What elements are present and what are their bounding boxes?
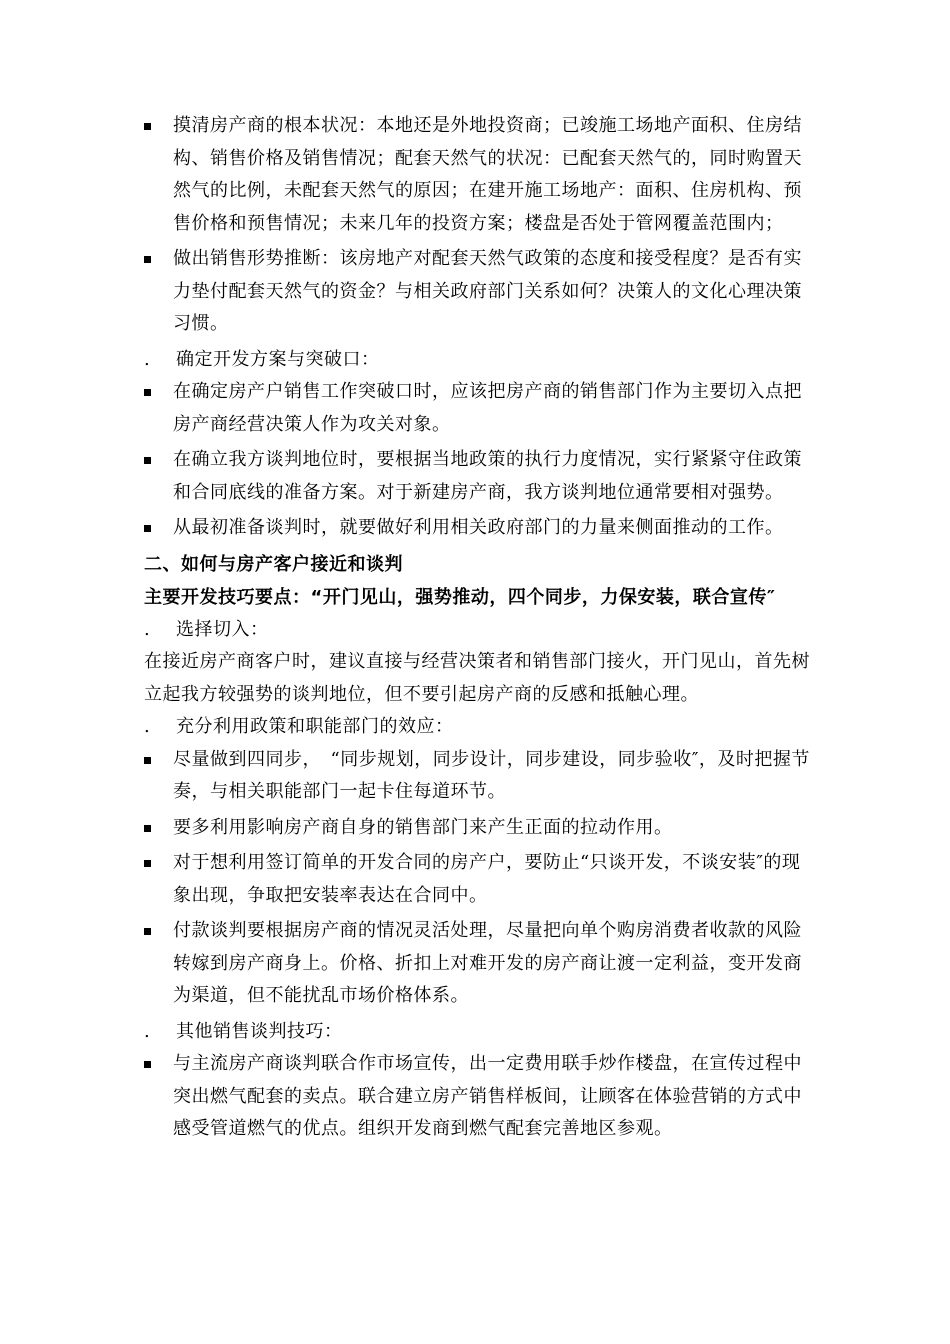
square-bullet-icon bbox=[144, 123, 151, 130]
bullet-item bbox=[144, 744, 810, 809]
dot-marker: . bbox=[144, 1020, 151, 1042]
subsection-label bbox=[144, 344, 810, 377]
bullet-text: 对于想利用签订简单的开发合同的房产户，要防止“只谈开发，不谈安装″的现象出现，争取把安装率表达在合同中。 bbox=[173, 852, 801, 906]
square-bullet-icon bbox=[144, 757, 151, 764]
square-bullet-icon bbox=[144, 860, 151, 867]
subsection-label bbox=[144, 1016, 810, 1049]
square-bullet-icon bbox=[144, 457, 151, 464]
bullet-item bbox=[144, 1048, 810, 1146]
dot-marker: . bbox=[144, 716, 151, 737]
document-page bbox=[144, 110, 810, 1149]
square-bullet-icon bbox=[144, 928, 151, 935]
bullet-text: 摸清房产商的根本状况：本地还是外地投资商；已竣施工场地产面积、住房结构、销售价格及销售情况；配套天然气的状况：已配套天然气的，同时购置天然气的比例，未配套天然气的原因；在建开施工场地产：面积、住房机构、预售价格和预售情况；未来几年的投资方案；楼盘是否处于管网覆盖范围内； bbox=[173, 115, 802, 234]
subsection-label bbox=[144, 614, 810, 647]
bullet-item bbox=[144, 243, 810, 341]
subsection-label bbox=[144, 711, 810, 744]
square-bullet-icon bbox=[144, 825, 151, 832]
dot-marker: . bbox=[144, 618, 151, 640]
bullet-text: 与主流房产商谈判联合作市场宣传，出一定费用联手炒作楼盘，在宣传过程中突出燃气配套的卖点。联合建立房产销售样板间，让顾客在体验营销的方式中感受管道燃气的优点。组织开发商到燃气配套完善地区参观。 bbox=[173, 1053, 802, 1139]
square-bullet-icon bbox=[144, 256, 151, 263]
subsection-text: 选择切入： bbox=[176, 618, 269, 640]
bullet-text: 要多利用影响房产商自身的销售部门来产生正面的拉动作用。 bbox=[173, 816, 673, 838]
bullet-item bbox=[144, 512, 810, 545]
bullet-item bbox=[144, 444, 810, 509]
bullet-item bbox=[144, 110, 810, 240]
bullet-text: 从最初准备谈判时，就要做好利用相关政府部门的力量来侧面推动的工作。 bbox=[173, 517, 784, 538]
key-points-heading: 主要开发技巧要点：“开门见山，强势推动，四个同步，力保安装，联合宣传″ bbox=[144, 586, 776, 608]
dot-marker: . bbox=[144, 348, 151, 370]
bullet-text: 在确立我方谈判地位时，要根据当地政策的执行力度情况，实行紧紧守住政策和合同底线的准备方案。对于新建房产商，我方谈判地位通常要相对强势。 bbox=[173, 449, 802, 503]
paragraph: 在接近房产商客户时，建议直接与经营决策者和销售部门接火，开门见山，首先树立起我方较强势的谈判地位，但不要引起房产商的反感和抵触心理。 bbox=[144, 651, 810, 705]
bullet-text: 做出销售形势推断：该房地产对配套天然气政策的态度和接受程度？是否有实力垫付配套天然气的资金？与相关政府部门关系如何？决策人的文化心理决策习惯。 bbox=[173, 248, 802, 334]
subsection-text: 其他销售谈判技巧： bbox=[176, 1020, 343, 1042]
bullet-text: 在确定房产户销售工作突破口时，应该把房产商的销售部门作为主要切入点把房产商经营决策人作为攻关对象。 bbox=[173, 381, 802, 435]
section-heading: 二、如何与房产客户接近和谈判 bbox=[144, 553, 403, 575]
subsection-text: 确定开发方案与突破口： bbox=[176, 348, 380, 370]
bullet-text: 付款谈判要根据房产商的情况灵活处理，尽量把向单个购房消费者收款的风险转嫁到房产商身上。价格、折扣上对难开发的房产商让渡一定利益，变开发商为渠道，但不能扰乱市场价格体系。 bbox=[173, 920, 802, 1006]
bullet-item bbox=[144, 915, 810, 1013]
square-bullet-icon bbox=[144, 389, 151, 396]
subsection-text: 充分利用政策和职能部门的效应： bbox=[176, 716, 454, 737]
bullet-item bbox=[144, 376, 810, 441]
bullet-text: 尽量做到四同步， “同步规划，同步设计，同步建设，同步验收″，及时把握节奏，与相关职能部门一起卡住每道环节。 bbox=[173, 748, 810, 802]
square-bullet-icon bbox=[144, 525, 151, 532]
bullet-item bbox=[144, 847, 810, 912]
square-bullet-icon bbox=[144, 1061, 151, 1068]
bullet-item bbox=[144, 812, 810, 845]
